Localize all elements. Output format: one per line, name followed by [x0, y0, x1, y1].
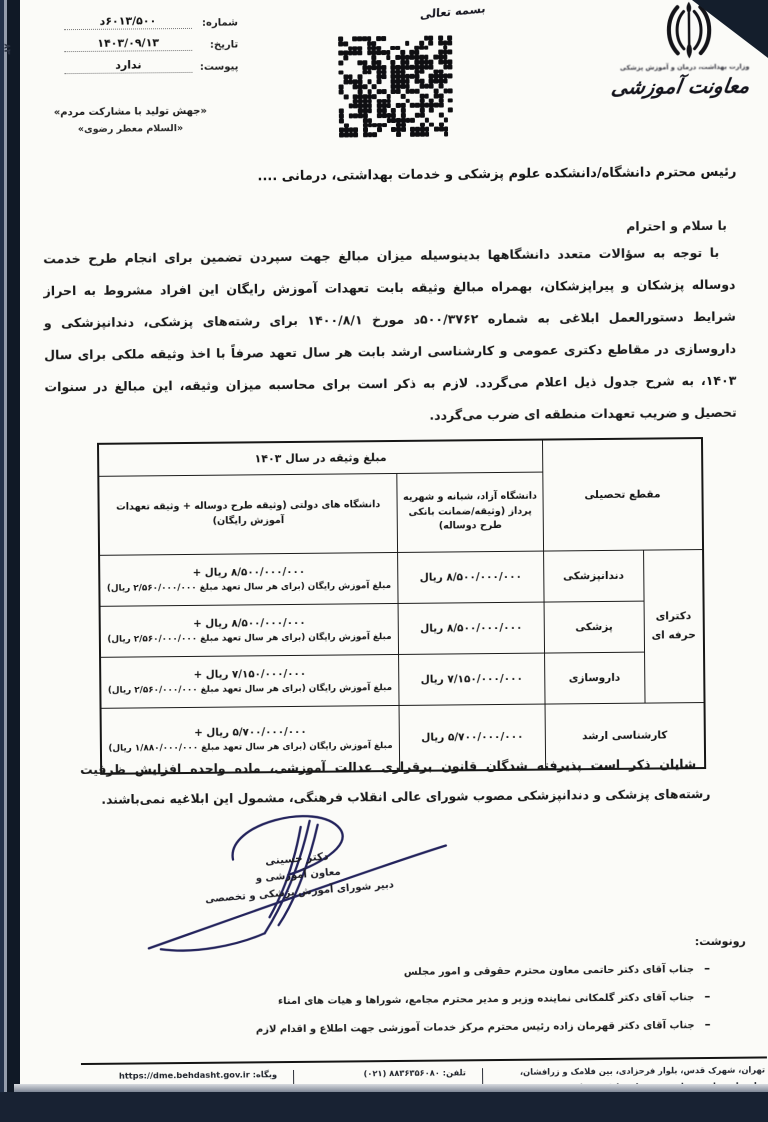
salutation-line: با سلام و احترام [626, 217, 728, 234]
level-cell: کارشناسی ارشد [545, 703, 705, 770]
state-amount-line2: مبلغ آموزش رایگان (برای هر سال تعهد مبلغ ۲/۵۶۰/۰۰۰/۰۰۰ ریال) [106, 581, 392, 594]
cc-label: رونوشت: [694, 934, 746, 949]
bismillah-text: بسمه تعالی [419, 1, 486, 22]
cc-item-text: جناب آقای دکتر گلمکانی نماینده وزیر و مدیر محترم مجامع، شوراها و هیات های امناء [278, 992, 695, 1008]
signatory-role-2: دبیر شورای آموزش پزشکی و تخصصی [204, 879, 395, 906]
deputy-title: معاونت آموزشی [609, 73, 752, 99]
dash-bullet-icon: – [703, 960, 711, 976]
dash-bullet-icon: – [704, 1017, 711, 1032]
cc-item [55, 1010, 711, 1044]
azad-amount-cell: ۸/۵۰۰/۰۰۰/۰۰۰ ریال [398, 602, 544, 654]
letter-page [20, 0, 768, 1092]
header-title: مبلغ وثیقه در سال ۱۴۰۳ [98, 440, 543, 477]
state-amount-line1: ۷/۱۵۰/۰۰۰/۰۰۰ ریال + [193, 667, 307, 681]
letter-body: با توجه به سؤالات متعدد دانشگاهها بدینوسیله میزان مبالغ جهت سپردن تضمین برای انجام طرح خدمت دوساله پزشکان و پیراپزشکان، بهمراه مبالغ وثیقه بابت تعهدات آموزش رایگان این افراد مشروط به احراز شرایط دستورالعمل ابلاغی به شماره ۵۰۰/۳۷۶۲د مورخ ۱۴۰۰/۸/۱ برای رشته‌های پزشکی، دندانپزشکی و داروسازی در مقاطع دکتری عمومی و کارشناسی ارشد بابت هر سال تعهد صرفاً با اخذ وثیقه ملکی برای سال ۱۴۰۳، به شرح جدول ذیل اعلام می‌گردد. لازم به ذکر است برای محاسبه میزان وثیقه، این مبالغ در سنوات تحصیل و ضریب تعهدات منطقه ای ضرب می‌گردد. [43, 244, 737, 423]
cc-item-text: جناب آقای دکتر قهرمان زاده رئیس محترم مرکز خدمات آموزشی جهت اطلاع و اقدام لازم [255, 1020, 695, 1036]
header-azad: دانشگاه آزاد، شبانه و شهریه پرداز (وثیقه/ضمانت بانکی طرح دوساله) [397, 472, 543, 552]
footer-website: وبگاه: https://dme.behdasht.gov.ir [118, 1069, 278, 1081]
state-amount-cell [99, 552, 398, 606]
table-row [100, 652, 704, 709]
level-cell: داروسازی [544, 652, 644, 704]
number-label: شماره: [201, 17, 239, 29]
date-value: ۱۴۰۳/۰۹/۱۳ [64, 36, 192, 52]
deposit-amounts-table [97, 437, 706, 775]
state-amount-line1: ۸/۵۰۰/۰۰۰/۰۰۰ ریال + [193, 616, 306, 630]
state-amount-line2: مبلغ آموزش رایگان (برای هر سال تعهد مبلغ ۲/۵۶۰/۰۰۰/۰۰۰ ریال) [107, 632, 392, 645]
qr-code [338, 35, 453, 137]
attachment-value: ندارد [64, 58, 192, 74]
footer-address-line1: تهران، شهرک قدس، بلوار فرحزادی، بین فلامک و زرافشان، [519, 1064, 766, 1077]
azad-amount-cell: ۵/۷۰۰/۰۰۰/۰۰۰ ریال [399, 704, 545, 771]
table-row [99, 550, 703, 607]
meta-date-row [33, 35, 238, 52]
state-amount-line2: مبلغ آموزش رایگان (برای هر سال تعهد مبلغ ۱/۸۸۰/۰۰۰/۰۰۰ ریال) [108, 741, 393, 754]
level-cell: دندانپزشکی [543, 550, 643, 602]
signature-block [128, 809, 459, 957]
azad-amount-cell: ۸/۵۰۰/۰۰۰/۰۰۰ ریال [398, 551, 544, 603]
azad-amount-cell: ۷/۱۵۰/۰۰۰/۰۰۰ ریال [399, 653, 545, 705]
meta-number-row [33, 13, 238, 30]
state-amount-cell [100, 654, 399, 708]
header-state: دانشگاه های دولتی (وثیقه طرح دوساله + وثیقه تعهدات آموزش رایگان) [98, 473, 397, 555]
state-amount-line2: مبلغ آموزش رایگان (برای هر سال تعهد مبلغ ۲/۵۶۰/۰۰۰/۰۰۰ ریال) [107, 683, 393, 696]
cc-item-text: جناب آقای دکتر حاتمی معاون محترم حقوقی و امور مجلس [403, 964, 695, 978]
signatory-role-1: معاون آموزشی و [255, 866, 342, 885]
dash-bullet-icon: – [704, 989, 711, 1004]
letter-content [15, 0, 768, 1096]
state-amount-line1: ۸/۵۰۰/۰۰۰/۰۰۰ ریال + [192, 565, 306, 579]
signatory-name: دکتر حسینی [264, 850, 329, 868]
date-label: تاریخ: [209, 39, 239, 51]
footer-phone: تلفن: ۸۸۳۶۳۵۶۰۸۰ (۰۲۱) [363, 1067, 467, 1079]
ministry-name: وزارت بهداشت، درمان و آموزش پزشکی [619, 62, 750, 72]
recipient-line: رئیس محترم دانشگاه/دانشکده علوم پزشکی و خدمات بهداشتی، درمانی .... [257, 164, 737, 185]
cc-items [54, 954, 711, 1045]
group-label-cell: دکترای حرفه ای [643, 550, 704, 704]
attachment-label: پیوست: [199, 61, 239, 73]
letter-meta [33, 13, 239, 81]
meta-attachment-row [33, 57, 238, 74]
slogan-line-2: «السلام معطر رضوی» [77, 123, 184, 136]
table-row [100, 601, 704, 658]
number-value: ۶۰۱۳/۵۰۰د [64, 14, 192, 30]
level-cell: پزشکی [544, 601, 644, 653]
exclusion-note: شایان ذکر است پذیرفته شدگان قانون برقراری عدالت آموزشی، ماده واحده افزایش ظرفیت رشته‌های پزشکی و دندانپزشکی مصوب شورای عالی انقلاب فرهنگی، مشمول این ابلاغیه نمی‌باشند. [80, 756, 711, 807]
scan-bottom-strip [0, 1092, 768, 1122]
scan-side-mark: ۸۳ [1, 43, 12, 55]
slogan-line-1: «جهش تولید با مشارکت مردم» [53, 105, 207, 119]
header-level: مقطع تحصیلی [542, 438, 703, 551]
state-amount-cell [100, 603, 399, 657]
table-header-row-1 [98, 438, 702, 476]
year-slogan [28, 106, 233, 136]
cc-section [54, 935, 747, 1045]
state-amount-line1: ۵/۷۰۰/۰۰۰/۰۰۰ ریال + [194, 725, 307, 739]
